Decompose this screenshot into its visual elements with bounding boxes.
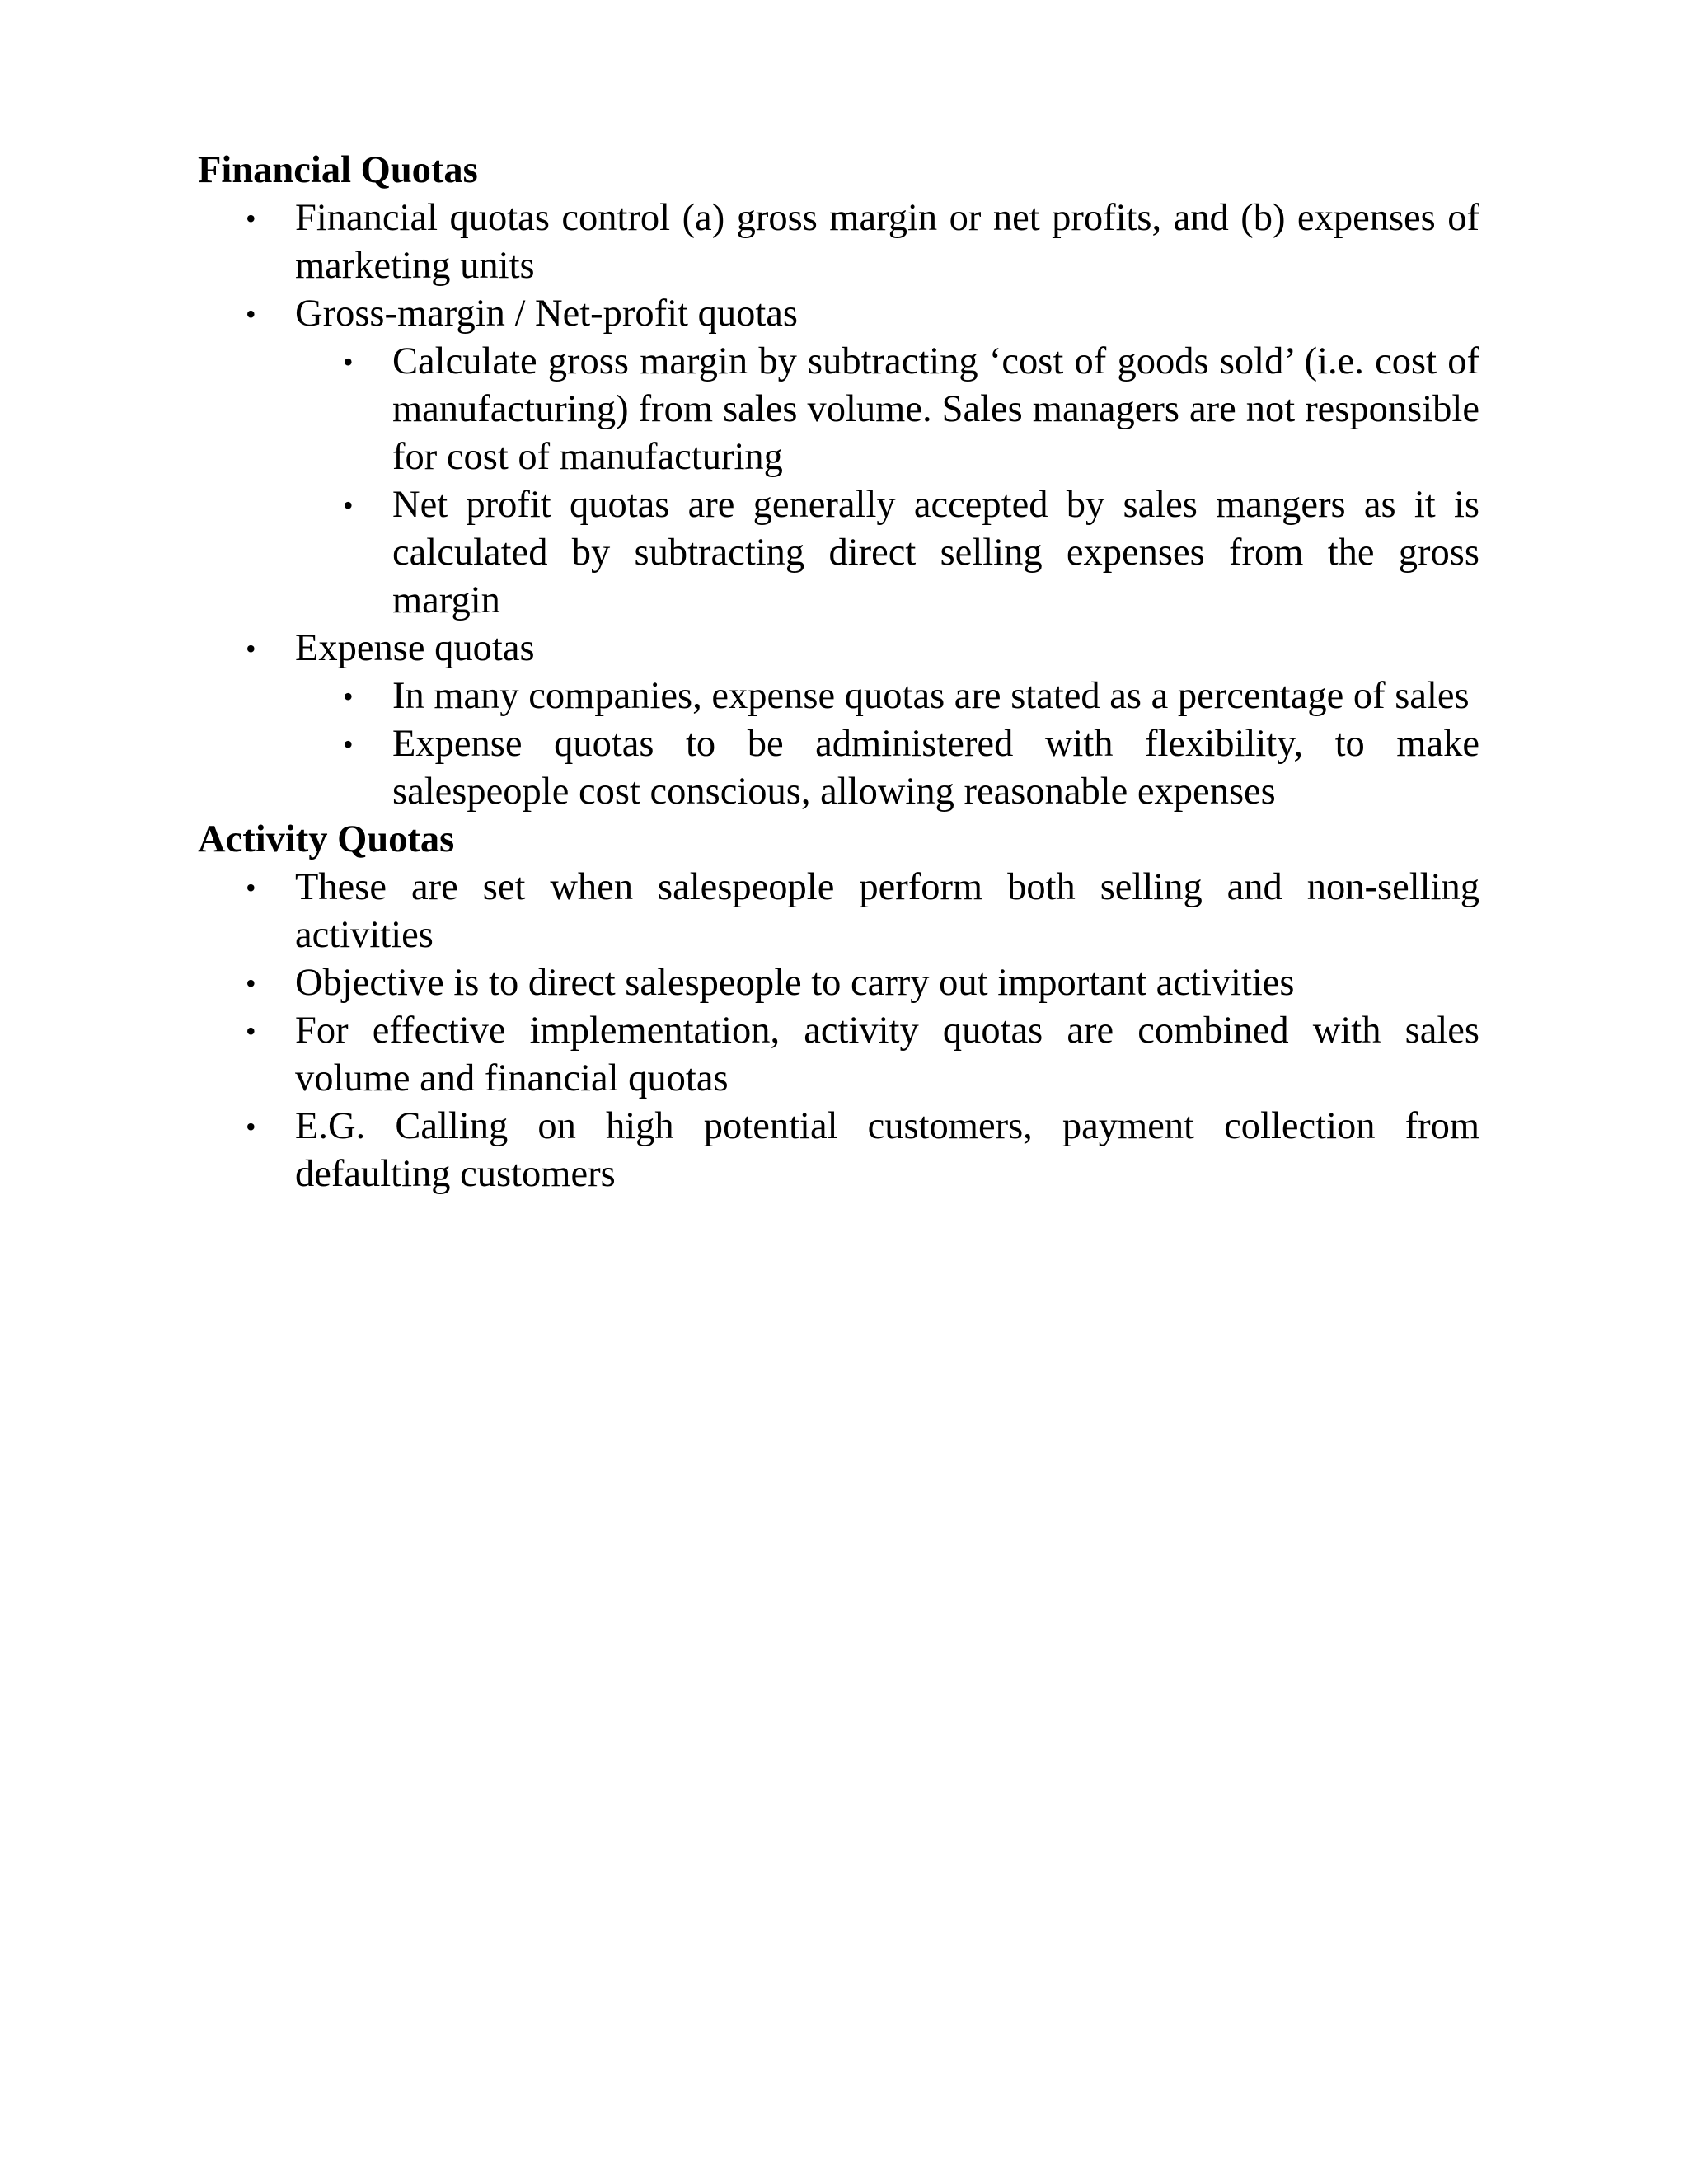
list-item-text: Financial quotas control (a) gross margin or net profits, and (b) expenses of marketing units	[295, 197, 1479, 287]
sub-list-item-text: Calculate gross margin by subtracting ‘cost of goods sold’ (i.e. cost of manufacturing) from sales volume. Sales managers are not responsible for cost of manufacturing	[392, 340, 1479, 478]
list-item	[198, 864, 1479, 959]
list-item-text: Gross-margin / Net-profit quotas	[295, 293, 798, 335]
list-item	[198, 1103, 1479, 1198]
bullet-icon: •	[246, 871, 256, 904]
section-heading: Activity Quotas	[198, 818, 455, 860]
list-item-text: For effective implementation, activity quotas are combined with sales volume and financial quotas	[295, 1010, 1479, 1099]
section-heading: Financial Quotas	[198, 149, 478, 191]
list-item-text: E.G. Calling on high potential customers, payment collection from defaulting customers	[295, 1105, 1479, 1195]
sub-list-item	[295, 673, 1479, 720]
list-item	[198, 1007, 1479, 1103]
bullet-list	[198, 864, 1479, 1198]
section-financial-quotas	[198, 147, 1479, 816]
list-item-text: Expense quotas	[295, 627, 535, 669]
list-item	[198, 194, 1479, 290]
bullet-icon: •	[246, 1015, 256, 1047]
sub-list-item	[295, 338, 1479, 481]
list-item-text: These are set when salespeople perform both selling and non-selling activities	[295, 866, 1479, 956]
list-item	[198, 290, 1479, 625]
sub-list-item	[295, 720, 1479, 816]
sub-bullet-list	[295, 673, 1479, 816]
sub-list-item-text: In many companies, expense quotas are stated as a percentage of sales	[392, 675, 1470, 717]
sub-list-item-text: Expense quotas to be administered with flexibility, to make salespeople cost conscious, allowing reasonable expenses	[392, 723, 1479, 813]
list-item	[198, 625, 1479, 816]
bullet-list	[198, 194, 1479, 816]
bullet-icon: •	[246, 967, 256, 1000]
list-item	[198, 959, 1479, 1007]
bullet-icon: •	[246, 202, 256, 235]
bullet-icon: •	[246, 1110, 256, 1143]
bullet-icon: •	[343, 345, 354, 378]
bullet-icon: •	[246, 298, 256, 330]
bullet-icon: •	[343, 728, 354, 761]
sub-list-item-text: Net profit quotas are generally accepted by sales mangers as it is calculated by subtracting direct selling expenses from the gross margin	[392, 484, 1479, 621]
sub-list-item	[295, 481, 1479, 625]
document-page	[198, 147, 1479, 1198]
bullet-icon: •	[343, 489, 354, 522]
list-item-text: Objective is to direct salespeople to carry out important activities	[295, 962, 1295, 1004]
bullet-icon: •	[343, 680, 354, 713]
sub-bullet-list	[295, 338, 1479, 625]
section-activity-quotas	[198, 816, 1479, 1198]
bullet-icon: •	[246, 632, 256, 665]
